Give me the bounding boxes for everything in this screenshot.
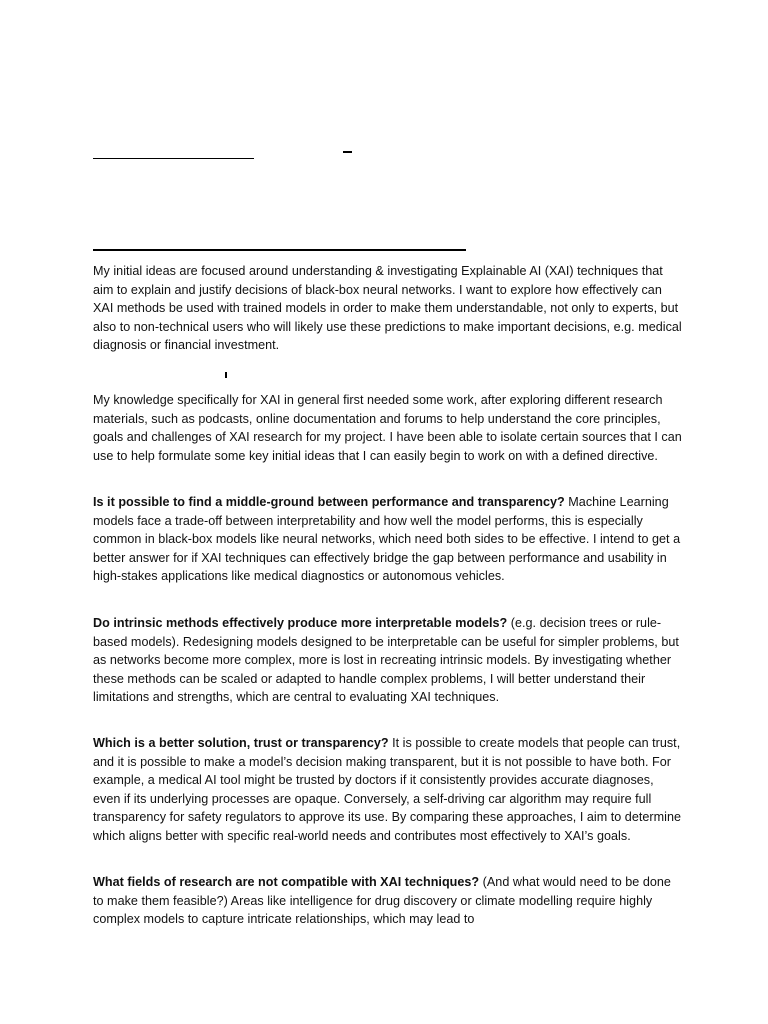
paragraph-trust-transparency (93, 734, 683, 846)
paragraph-text: (e.g. decision trees or rule-based models). Redesigning models designed to be interpretable can be useful for simpler problems, but as networks become more complex, more is lost in recreating intrinsic models. By investigating whether these methods can be scaled or adapted to handle complex problems, I will better understand their limitations and strengths, which are central to evaluating XAI techniques. (93, 616, 679, 705)
paragraph-intrinsic-methods (93, 614, 683, 707)
subheading-mark (225, 372, 227, 378)
question-lead: Which is a better solution, trust or transparency? (93, 736, 389, 750)
paragraph-knowledge (93, 391, 683, 465)
paragraph-text: My knowledge specifically for XAI in general first needed some work, after exploring different research materials, such as podcasts, online documentation and forums to help understand the core principles, goals and challenges of XAI research for my project. I have been able to isolate certain sources that I can use to help formulate some key initial ideas that I can easily begin to work on with a defined directive. (93, 393, 682, 463)
question-lead: Is it possible to find a middle-ground between performance and transparency? (93, 495, 565, 509)
paragraph-text: (And what would need to be done to make them feasible?) Areas like intelligence for drug discovery or climate modelling require highly complex models to capture intricate relationships, which may lead to (93, 875, 671, 927)
question-lead: What fields of research are not compatible with XAI techniques? (93, 875, 480, 889)
paragraph-intro (93, 262, 683, 355)
paragraph-text: It is possible to create models that people can trust, and it is possible to make a model’s decision making transparent, but it is not possible to have both. For example, a medical AI tool might be trusted by doctors if it consistently provides accurate diagnoses, even if its underlying processes are opaque. Conversely, a self-driving car algorithm may require full transparency for safety regulators to approve its use. By comparing these approaches, I aim to determine which aligns better with specific real-world needs and contributes most effectively to XAI’s goals. (93, 736, 681, 843)
heading-underline-short (93, 158, 254, 159)
paragraph-incompatible-fields (93, 873, 683, 929)
paragraph-performance-transparency (93, 493, 683, 586)
heading-underline-long (93, 249, 466, 251)
paragraph-text: Machine Learning models face a trade-off between interpretability and how well the model performs, this is especially common in black-box models like neural networks, which need both sides to be effective. I intend to get a better answer for if XAI techniques can effectively bridge the gap between performance and usability in high-stakes applications like medical diagnostics or autonomous vehicles. (93, 495, 681, 584)
heading-dash (343, 151, 352, 153)
paragraph-text: My initial ideas are focused around understanding & investigating Explainable AI (XAI) techniques that aim to explain and justify decisions of black-box neural networks. I want to explore how effectively can XAI methods be used with trained models in order to make them understandable, not only to experts, but also to non-technical users who will likely use these predictions to make important decisions, e.g. medical diagnosis or financial investment. (93, 264, 682, 353)
question-lead: Do intrinsic methods effectively produce more interpretable models? (93, 616, 508, 630)
